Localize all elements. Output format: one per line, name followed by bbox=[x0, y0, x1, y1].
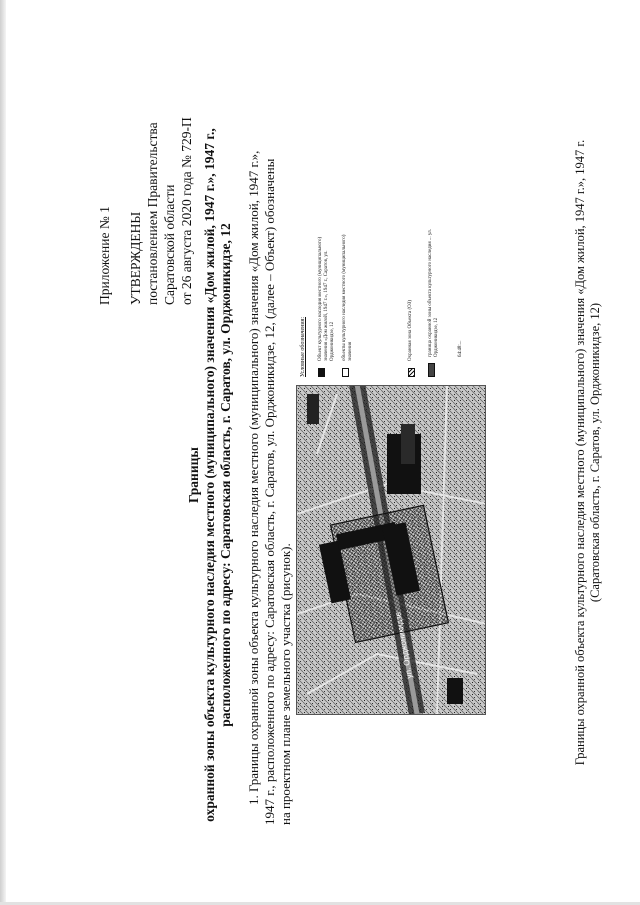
caption-line-2: (Саратовская область, г. Саратов, ул. Орджоникидзе, 12) bbox=[588, 302, 602, 603]
approval-block bbox=[96, 5, 195, 305]
approval-line-1: постановлением Правительства bbox=[145, 122, 160, 305]
approved-label: УТВЕРЖДЕНЫ bbox=[128, 211, 143, 305]
map-figure bbox=[296, 230, 486, 715]
body-line-3: на проектном плане земельного участка (рисунок). bbox=[278, 543, 293, 825]
body-paragraph bbox=[246, 45, 294, 825]
boundary-swatch-icon bbox=[428, 363, 435, 377]
caption-line-1: Границы охранной объекта культурного наследия местного (муниципального) значения «Дом жилой, 1947 г.», 1947 г. bbox=[573, 139, 587, 766]
black-swatch-icon bbox=[318, 368, 325, 377]
cadastral-map-image bbox=[296, 385, 486, 715]
approval-line-3: от 26 августа 2020 года № 729-П bbox=[179, 117, 194, 305]
body-line-2: 1947 г., расположенного по адресу: Саратовская область, г. Саратов, ул. Орджоникидзе, 12, (далее – Объект) обозначены bbox=[262, 158, 277, 825]
body-line-1: 1. Границы охранной зоны объекта культурного наследия местного (муниципального) значения «Дом жилой, 1947 г.», bbox=[246, 150, 261, 805]
title-line-1: Границы bbox=[186, 447, 201, 503]
legend-item-code: 64:48:... bbox=[458, 340, 463, 357]
map-street-label: ул. Орджоникидзе bbox=[393, 611, 414, 680]
title-line-2: охранной зоны объекта культурного наследия местного (муниципального) значения «Дом жилой, 1947 г.», 1947 г., bbox=[202, 128, 217, 822]
map-legend: Условные обозначения: Объект культурного наследия местного (муниципального) значения «Дом жилой, 1947 г.», 1947 г., Саратов, ул. Орджоникидзе, 12 объекты культурного наследия местного (муниципального) значения Охранная зона Объекта (ОЗ) граница охранной зоны объекта культурного наследия ... ул. Орджоникидзе, 12 64:48:... bbox=[300, 229, 463, 377]
figure-caption bbox=[573, 0, 603, 905]
white-swatch-icon bbox=[342, 368, 349, 377]
map-drawing bbox=[297, 385, 486, 714]
document-title bbox=[186, 45, 234, 905]
annex-number: Приложение № 1 bbox=[97, 206, 112, 305]
legend-title: Условные обозначения: bbox=[300, 316, 306, 377]
hatched-swatch-icon bbox=[408, 368, 415, 377]
approval-line-2: Саратовской области bbox=[162, 184, 177, 305]
title-line-3: расположенного по адресу: Саратовская область, г. Саратов, ул. Орджоникидзе, 12 bbox=[218, 223, 233, 727]
